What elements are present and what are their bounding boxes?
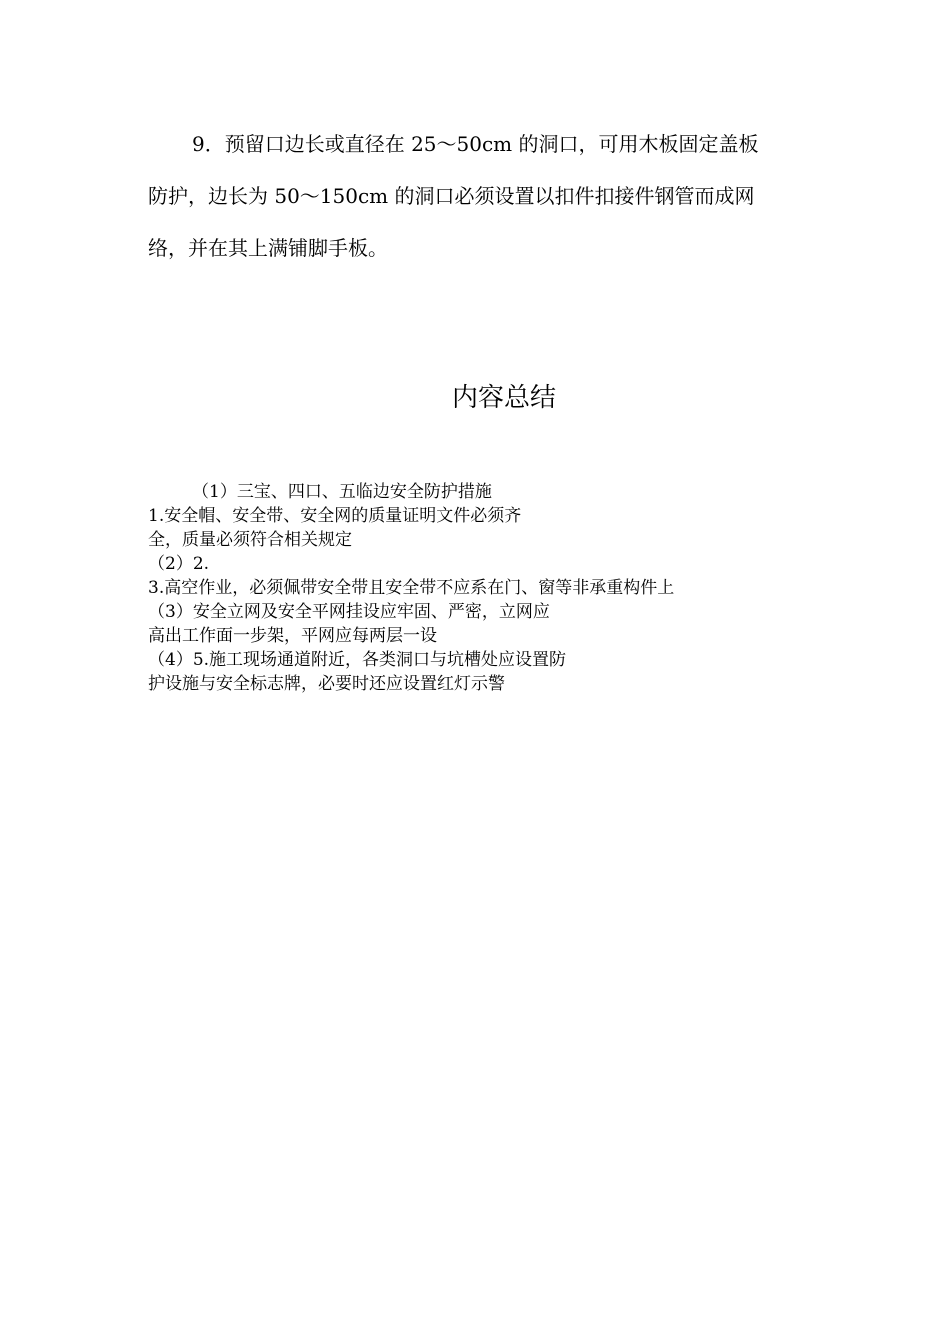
summary-line: 1.安全帽、安全带、安全网的质量证明文件必须齐 [148,506,522,526]
summary-line: 护设施与安全标志牌，必要时还应设置红灯示警 [148,674,505,694]
summary-line: 3.高空作业，必须佩带安全带且安全带不应系在门、窗等非承重构件上 [148,578,675,598]
body-paragraph [148,118,808,274]
summary-line: （2）2. [148,554,210,574]
summary-line: （3）安全立网及安全平网挂设应牢固、严密，立网应 [148,602,550,622]
paragraph-line: 防护，边长为 50～150cm 的洞口必须设置以扣件扣接件钢管而成网 [148,184,755,208]
paragraph-line: 9．预留口边长或直径在 25～50cm 的洞口，可用木板固定盖板 [192,132,759,156]
summary-title: 内容总结 [451,383,556,413]
summary-list [148,480,828,696]
summary-line: 全，质量必须符合相关规定 [148,530,352,550]
summary-line: 高出工作面一步架，平网应每两层一设 [148,626,437,646]
summary-line: （4）5.施工现场通道附近，各类洞口与坑槽处应设置防 [148,650,567,670]
paragraph-line: 络，并在其上满铺脚手板。 [148,236,388,260]
summary-line: （1）三宝、四口、五临边安全防护措施 [192,482,492,502]
